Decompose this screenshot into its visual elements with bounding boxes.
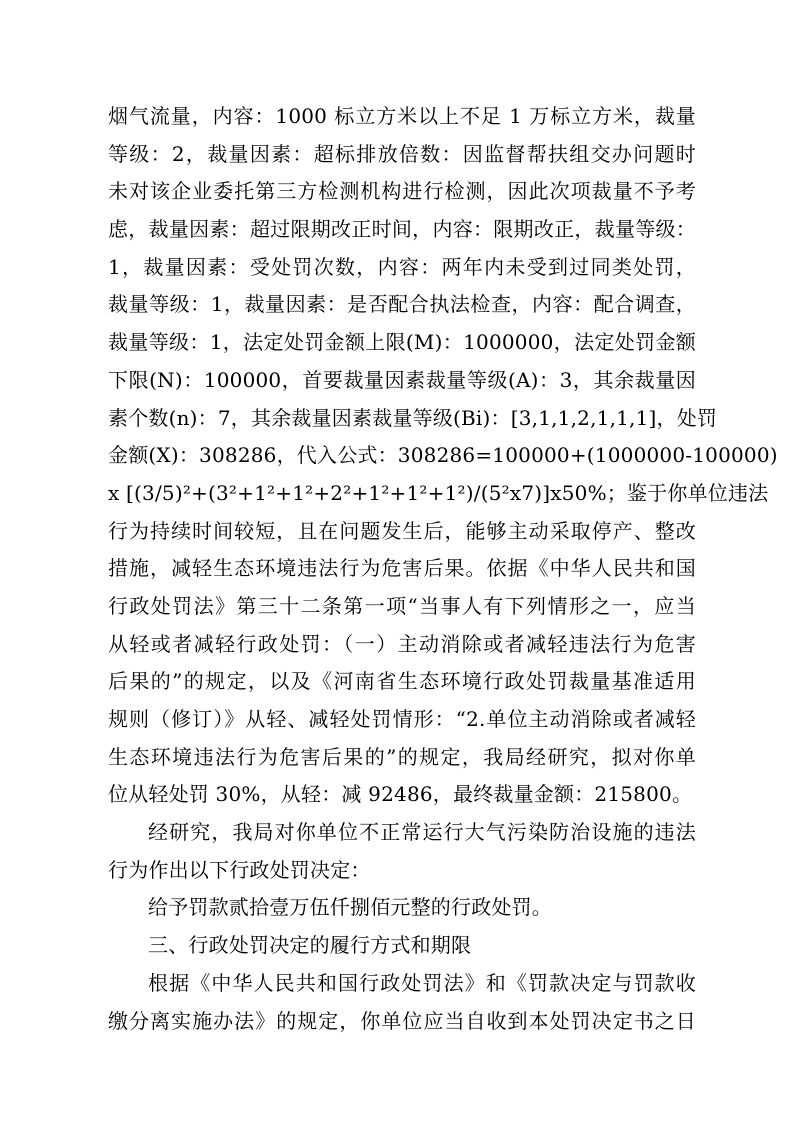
text-line: 行政处罚法》第三十二条第一项“当事人有下列情形之一，应当 <box>108 593 696 618</box>
text-line: 措施，减轻生态环境违法行为危害后果。依据《中华人民共和国 <box>108 556 696 581</box>
text-line: 金额(X)：308286，代入公式：308286=100000+(1000000-100000) <box>108 443 778 468</box>
text-line: 烟气流量，内容：1000 标立方米以上不足 1 万标立方米，裁量 <box>108 104 696 128</box>
text-line: 位从轻处罚 30%，从轻：减 92486，最终裁量金额：215800。 <box>108 782 693 807</box>
text-line: 规则（修订）》从轻、减轻处罚情形：“2.单位主动消除或者减轻 <box>108 707 696 731</box>
document-body <box>108 98 778 1040</box>
text-line: 从轻或者减轻行政处罚：（一）主动消除或者减轻违法行为危害 <box>108 631 696 656</box>
text-line: 缴分离实施办法》的规定，你单位应当自收到本处罚决定书之日 <box>108 1008 696 1033</box>
section-heading: 三、行政处罚决定的履行方式和期限 <box>148 933 472 958</box>
text-line: 虑，裁量因素：超过限期改正时间，内容：限期改正，裁量等级： <box>108 217 696 242</box>
text-line: 裁量等级：1，裁量因素：是否配合执法检查，内容：配合调查， <box>108 292 696 317</box>
text-line: 下限(N)：100000，首要裁量因素裁量等级(A)：3，其余裁量因 <box>108 367 696 392</box>
text-line: 裁量等级：1，法定处罚金额上限(M)：1000000，法定处罚金额 <box>108 330 696 355</box>
text-line: x [(3/5)²+(3²+1²+1²+2²+1²+1²+1²)/(5²x7)]x50%；鉴于你单位违法 <box>108 480 769 505</box>
paragraph-start-line: 根据《中华人民共和国行政处罚法》和《罚款决定与罚款收 <box>148 970 696 995</box>
text-line: 行为持续时间较短，且在问题发生后，能够主动采取停产、整改 <box>108 518 696 543</box>
penalty-decision-line: 给予罚款贰拾壹万伍仟捌佰元整的行政处罚。 <box>148 895 552 920</box>
text-line: 等级：2，裁量因素：超标排放倍数：因监督帮扶组交办问题时 <box>108 141 696 166</box>
text-line: 行为作出以下行政处罚决定： <box>108 857 371 882</box>
paragraph-start-line: 经研究，我局对你单位不正常运行大气污染防治设施的违法 <box>148 820 696 845</box>
text-line: 生态环境违法行为危害后果的”的规定，我局经研究，拟对你单 <box>108 744 696 769</box>
text-line: 1，裁量因素：受处罚次数，内容：两年内未受到过同类处罚， <box>108 254 696 279</box>
text-line: 素个数(n)：7，其余裁量因素裁量等级(Bi)：[3,1,1,2,1,1,1]，处罚 <box>108 405 718 430</box>
text-line: 未对该企业委托第三方检测机构进行检测，因此次项裁量不予考 <box>108 179 696 204</box>
text-line: 后果的”的规定，以及《河南省生态环境行政处罚裁量基准适用 <box>108 669 696 694</box>
